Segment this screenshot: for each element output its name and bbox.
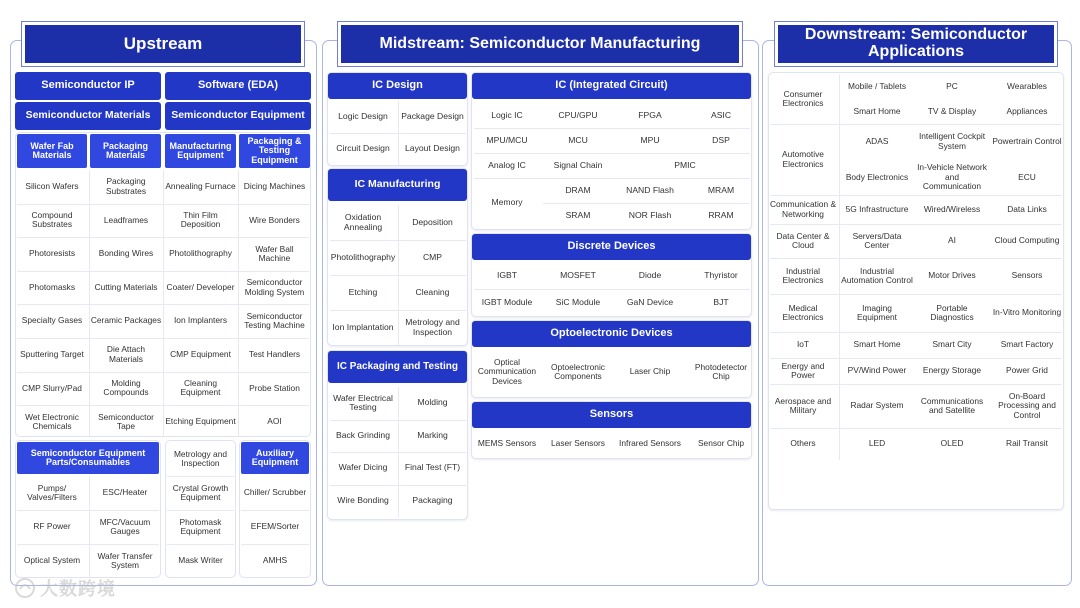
application-category: Aerospace and Military xyxy=(774,395,832,415)
watermark-text: 大数跨境 xyxy=(40,579,116,599)
upstream-item: Photolithography xyxy=(169,248,232,259)
application-item: Wearables xyxy=(1007,80,1047,91)
divider xyxy=(241,544,309,545)
ic-packaging-header: IC Packaging and Testing xyxy=(328,351,467,383)
manufacturing-item: Mask Writer xyxy=(178,555,223,566)
upstream-item: Dicing Machines xyxy=(243,181,306,192)
upstream-item: Semiconductor Testing Machine xyxy=(244,310,305,331)
memory-item: RRAM xyxy=(708,209,734,220)
sensor-item: Infrared Sensors xyxy=(619,437,681,448)
upstream-item: Ion Implanters xyxy=(173,315,228,326)
divider xyxy=(163,170,164,437)
upstream-item: Packaging Substrates xyxy=(105,176,147,196)
part-item: Wafer Transfer System xyxy=(97,550,153,570)
ic-packaging-item: Packaging xyxy=(412,494,453,505)
ic-manufacturing-item: Photolithography xyxy=(330,251,396,262)
ic-design-item: Layout Design xyxy=(405,143,460,154)
ic-packaging-item: Marking xyxy=(417,429,448,440)
application-item: Intelligent Cockpit System xyxy=(918,131,986,151)
discrete-item: GaN Device xyxy=(626,296,674,307)
upstream-item: Test Handlers xyxy=(248,349,301,360)
ic-item: Logic IC xyxy=(491,109,523,120)
application-category: IoT xyxy=(796,339,810,350)
divider xyxy=(241,510,309,511)
ic-item: FPGA xyxy=(638,109,662,120)
application-category: Energy and Power xyxy=(781,360,825,380)
ic-manufacturing-item: Oxidation Annealing xyxy=(343,211,383,232)
divider xyxy=(167,476,234,477)
discrete-item: SiC Module xyxy=(555,296,601,307)
upstream-item: Probe Station xyxy=(249,382,300,393)
ic-design-item: Logic Design xyxy=(338,111,388,122)
ic-item: PMIC xyxy=(674,159,696,170)
memory-item: NOR Flash xyxy=(628,209,672,220)
watermark-logo-icon xyxy=(14,577,36,599)
application-item: Imaging Equipment xyxy=(856,302,898,322)
upstream-item: Semiconductor Tape xyxy=(98,411,154,431)
upstream-item: Sputtering Target xyxy=(20,349,84,360)
divider xyxy=(167,510,234,511)
application-category: Consumer Electronics xyxy=(782,88,824,108)
application-item: Rail Transit xyxy=(1006,438,1048,449)
upstream-item: Wafer Ball Machine xyxy=(255,243,294,263)
application-item: Radar System xyxy=(850,400,904,411)
divider xyxy=(167,544,234,545)
discrete-item: Thyristor xyxy=(704,269,738,280)
discrete-item: IGBT xyxy=(496,269,518,280)
upstream-item: Cleaning Equipment xyxy=(180,377,221,398)
application-item: Industrial Automation Control xyxy=(841,265,913,285)
parts-consumables-header: Semiconductor Equipment Parts/Consumables xyxy=(17,442,159,474)
divider xyxy=(17,544,159,545)
opto-header: Optoelectronic Devices xyxy=(472,321,751,347)
manufacturing-item: Metrology and Inspection xyxy=(173,448,228,468)
application-item: Smart Home xyxy=(853,105,901,116)
auxiliary-item: EFEM/Sorter xyxy=(250,521,300,532)
upstream-item: Cutting Materials xyxy=(94,281,158,292)
application-item: PC xyxy=(946,80,958,91)
ic-packaging-item: Wafer Dicing xyxy=(338,462,388,473)
application-item: Powertrain Control xyxy=(992,136,1062,147)
sensors-header: Sensors xyxy=(472,402,751,428)
discrete-header: Discrete Devices xyxy=(472,234,751,260)
ic-item: DSP xyxy=(712,134,730,145)
upstream-item: AOI xyxy=(267,416,282,427)
application-item: Servers/Data Center xyxy=(852,230,902,250)
part-item: ESC/Heater xyxy=(102,487,148,498)
upstream-item: Semiconductor Molding System xyxy=(244,277,305,297)
application-item: ECU xyxy=(1018,171,1036,182)
ic-manufacturing-item: Metrology and Inspection xyxy=(405,316,460,337)
ic-design-item: Package Design xyxy=(401,111,464,122)
application-item: Body Electronics xyxy=(845,171,909,182)
application-item: Motor Drives xyxy=(928,270,976,281)
application-category: Automotive Electronics xyxy=(782,149,824,169)
ic-item: Analog IC xyxy=(488,159,526,170)
application-category: Others xyxy=(790,438,816,449)
opto-item: Laser Chip xyxy=(629,366,671,377)
upstream-title: Upstream xyxy=(22,22,304,66)
application-item: PV/Wind Power xyxy=(847,365,907,376)
ic-header: IC (Integrated Circuit) xyxy=(472,73,751,99)
software-eda-header: Software (EDA) xyxy=(165,72,311,100)
divider xyxy=(543,203,750,204)
application-item: Smart Factory xyxy=(1000,339,1054,350)
application-item: Mobile / Tablets xyxy=(847,80,907,91)
application-item: 5G Infrastructure xyxy=(845,203,909,214)
ic-packaging-item: Back Grinding xyxy=(336,429,390,440)
discrete-item: IGBT Module xyxy=(481,296,533,307)
semiconductor-equipment-header: Semiconductor Equipment xyxy=(165,102,311,130)
upstream-item: Photomasks xyxy=(28,281,76,292)
part-item: Pumps/ Valves/Filters xyxy=(27,482,77,502)
upstream-item: CMP Equipment xyxy=(170,349,231,360)
divider xyxy=(89,476,90,578)
application-item: AI xyxy=(948,235,956,246)
downstream-title: Downstream: Semiconductor Applications xyxy=(775,22,1057,66)
manufacturing-item: Crystal Growth Equipment xyxy=(172,482,229,502)
ic-item: Signal Chain xyxy=(553,159,603,170)
application-item: Data Links xyxy=(1007,203,1047,214)
upstream-item: Thin Film Deposition xyxy=(180,209,221,230)
watermark xyxy=(14,574,144,602)
ic-manufacturing-item: Cleaning xyxy=(415,286,450,297)
col-head-packaging-materials: Packaging Materials xyxy=(90,134,161,168)
divider xyxy=(398,205,399,345)
memory-item: MRAM xyxy=(707,184,735,195)
ic-design-header: IC Design xyxy=(328,73,467,99)
application-item: In-Vehicle Network and Communication xyxy=(917,162,987,191)
part-item: MFC/Vacuum Gauges xyxy=(99,516,151,536)
memory-item: DRAM xyxy=(565,184,591,195)
upstream-item: Etching Equipment xyxy=(165,416,236,427)
application-item: Smart Home xyxy=(853,339,901,350)
col-head-manufacturing-equipment: Manufacturing Equipment xyxy=(165,134,236,168)
ic-item: MPU/MCU xyxy=(486,134,528,145)
col-head-packaging-testing-equipment: Packaging & Testing Equipment xyxy=(239,134,310,168)
auxiliary-item: Chiller/ Scrubber xyxy=(243,487,307,498)
opto-item: Optoelectronic Components xyxy=(551,361,605,381)
ic-manufacturing-item: Ion Implantation xyxy=(332,321,394,332)
application-category: Data Center & Cloud xyxy=(776,230,830,250)
manufacturing-item: Photomask Equipment xyxy=(179,516,222,536)
col-head-wafer-fab-materials: Wafer Fab Materials xyxy=(17,134,87,168)
application-item: Portable Diagnostics xyxy=(930,302,974,322)
divider xyxy=(398,387,399,517)
ic-item: ASIC xyxy=(710,109,732,120)
ic-packaging-item: Wafer Electrical Testing xyxy=(333,392,393,413)
upstream-item: Wire Bonders xyxy=(249,214,300,225)
upstream-item: Silicon Wafers xyxy=(25,181,79,192)
ic-item: MPU xyxy=(640,134,660,145)
ic-packaging-item: Wire Bonding xyxy=(337,494,389,505)
memory-label: Memory xyxy=(491,197,523,208)
application-category: Medical Electronics xyxy=(782,302,824,322)
discrete-item: MOSFET xyxy=(560,269,596,280)
ic-packaging-item: Molding xyxy=(417,397,448,408)
opto-item: Optical Communication Devices xyxy=(477,356,537,386)
divider xyxy=(398,101,399,165)
ic-packaging-item: Final Test (FT) xyxy=(404,462,461,473)
upstream-item: Molding Compounds xyxy=(103,377,149,398)
sensor-item: Sensor Chip xyxy=(697,437,745,448)
upstream-item: Coater/ Developer xyxy=(166,281,235,292)
divider xyxy=(839,74,840,460)
application-item: Cloud Computing xyxy=(994,235,1060,246)
divider xyxy=(17,510,159,511)
application-item: Appliances xyxy=(1006,105,1048,116)
semiconductor-materials-header: Semiconductor Materials xyxy=(15,102,161,130)
upstream-item: Leadframes xyxy=(103,214,149,225)
application-category: Communication & Networking xyxy=(769,199,837,219)
part-item: Optical System xyxy=(23,555,81,566)
ic-manufacturing-item: Etching xyxy=(348,286,378,297)
part-item: RF Power xyxy=(33,521,71,532)
upstream-item: Photoresists xyxy=(28,248,76,259)
opto-item: Photodetector Chip xyxy=(694,361,748,381)
application-item: Energy Storage xyxy=(922,365,982,376)
upstream-item: Die Attach Materials xyxy=(106,344,146,364)
ic-manufacturing-header: IC Manufacturing xyxy=(328,169,467,201)
upstream-item: Ceramic Packages xyxy=(90,315,162,326)
ic-item: MCU xyxy=(568,134,588,145)
upstream-item: Annealing Furnace xyxy=(165,181,236,192)
sensor-item: MEMS Sensors xyxy=(477,437,537,448)
application-item: LED xyxy=(868,438,886,449)
application-item: ADAS xyxy=(865,136,889,147)
discrete-item: BJT xyxy=(713,296,729,307)
auxiliary-item: AMHS xyxy=(262,555,288,566)
application-item: Power Grid xyxy=(1006,365,1048,376)
application-item: Sensors xyxy=(1011,270,1043,281)
application-item: Smart City xyxy=(932,339,972,350)
application-item: Communications and Satellite xyxy=(920,395,984,415)
sensor-item: Laser Sensors xyxy=(551,437,605,448)
upstream-item: Bonding Wires xyxy=(98,248,154,259)
upstream-item: CMP Slurry/Pad xyxy=(22,382,82,393)
upstream-item: Compound Substrates xyxy=(31,209,73,230)
application-category: Industrial Electronics xyxy=(782,265,824,285)
upstream-item: Wet Electronic Chemicals xyxy=(25,411,79,431)
memory-item: SRAM xyxy=(565,209,591,220)
ic-manufacturing-item: Deposition xyxy=(412,216,453,227)
semiconductor-ip-header: Semiconductor IP xyxy=(15,72,161,100)
memory-item: NAND Flash xyxy=(626,184,674,195)
application-item: TV & Display xyxy=(927,105,977,116)
ic-manufacturing-item: CMP xyxy=(422,251,443,262)
divider xyxy=(474,289,750,290)
auxiliary-equipment-header: Auxiliary Equipment xyxy=(241,442,309,474)
ic-item: CPU/GPU xyxy=(558,109,598,120)
application-item: OLED xyxy=(940,438,964,449)
divider xyxy=(89,170,90,437)
application-item: Wired/Wireless xyxy=(923,203,981,214)
discrete-item: Diode xyxy=(638,269,662,280)
upstream-item: Specialty Gases xyxy=(21,315,83,326)
ic-design-item: Circuit Design xyxy=(336,143,390,154)
divider xyxy=(238,170,239,437)
application-item: On-Board Processing and Control xyxy=(998,390,1056,420)
application-item: In-Vitro Monitoring xyxy=(992,307,1062,318)
midstream-title: Midstream: Semiconductor Manufacturing xyxy=(338,22,742,66)
